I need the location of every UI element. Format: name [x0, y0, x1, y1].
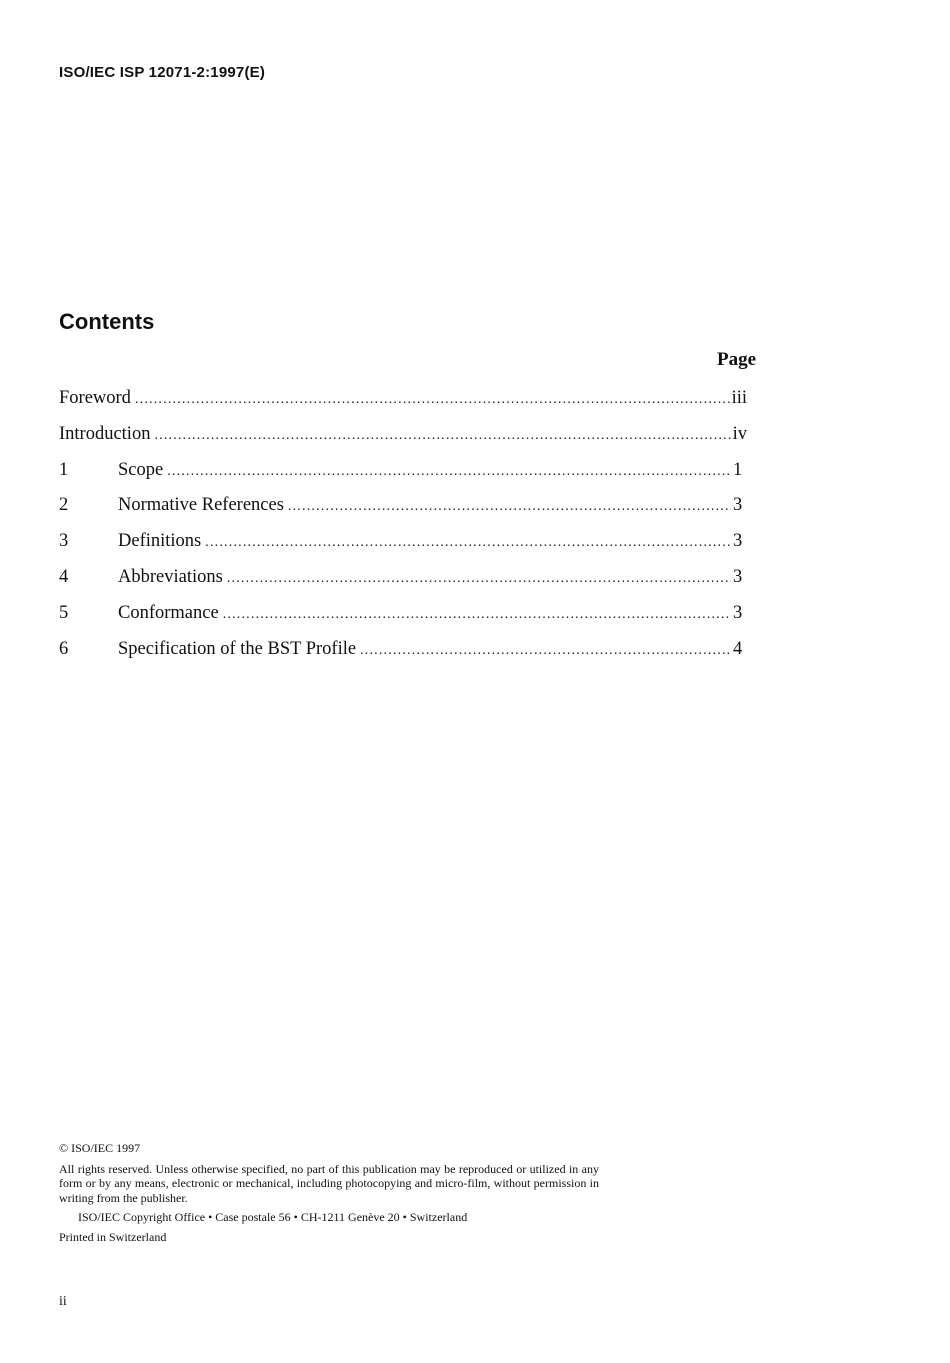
- toc-entry-number: 2: [59, 495, 69, 516]
- toc-entry-label: Scope: [118, 459, 164, 480]
- toc-entry-label: Introduction: [59, 423, 151, 444]
- toc-dot-leader: [360, 643, 731, 659]
- toc-entry-label: Abbreviations: [118, 566, 223, 587]
- toc-dot-leader: [227, 571, 731, 587]
- toc-entry-number: 3: [59, 531, 69, 552]
- toc-entry-abbreviations[interactable]: [59, 567, 747, 603]
- copyright-line: © ISO/IEC 1997: [59, 1141, 141, 1155]
- toc-entry-label: Definitions: [118, 531, 202, 552]
- toc-entry-page: 3: [733, 602, 743, 623]
- toc-entry-number: 6: [59, 638, 69, 659]
- toc-dot-leader: [223, 607, 731, 623]
- toc-entry-label: Normative References: [118, 495, 284, 516]
- toc-entry-number: 4: [59, 566, 69, 587]
- toc-entry-normative-references[interactable]: [59, 495, 747, 531]
- toc-dot-leader: [154, 428, 730, 444]
- toc-entry-introduction[interactable]: [59, 424, 747, 460]
- toc-entry-conformance[interactable]: [59, 603, 747, 639]
- page-number: ii: [59, 1294, 67, 1309]
- copyright-office-address: ISO/IEC Copyright Office • Case postale 56 • CH-1211 Genève 20 • Switzerland: [78, 1210, 468, 1224]
- toc-dot-leader: [288, 499, 731, 515]
- toc-entry-page: 3: [733, 566, 743, 587]
- toc-dot-leader: [205, 535, 731, 551]
- toc-dot-leader: [167, 464, 731, 480]
- toc-entry-number: 5: [59, 602, 69, 623]
- toc-entry-page: 1: [733, 459, 743, 480]
- table-of-contents: [59, 388, 747, 674]
- contents-title: Contents: [59, 309, 155, 334]
- toc-entry-page: iii: [731, 388, 747, 408]
- toc-entry-number: 1: [59, 459, 69, 480]
- toc-entry-page: 3: [733, 531, 743, 552]
- document-header: ISO/IEC ISP 12071-2:1997(E): [59, 64, 266, 81]
- toc-entry-page: 3: [733, 495, 743, 516]
- page-column-label: Page: [717, 349, 757, 370]
- toc-entry-label: Conformance: [118, 602, 219, 623]
- rights-notice: All rights reserved. Unless otherwise specified, no part of this publication may be reproduced or utilized in any form or by any means, electronic or mechanical, including photocopying and micro-film, without permission in writing from the publisher.: [59, 1161, 599, 1205]
- copyright-footer: [59, 1141, 599, 1244]
- toc-entry-scope[interactable]: [59, 460, 747, 496]
- toc-entry-definitions[interactable]: [59, 531, 747, 567]
- toc-entry-foreword[interactable]: [59, 388, 747, 424]
- toc-entry-page: iv: [732, 423, 747, 444]
- toc-dot-leader: [135, 392, 730, 408]
- toc-entry-bst-profile[interactable]: [59, 639, 747, 675]
- toc-entry-label: Foreword: [59, 388, 131, 408]
- toc-entry-label: Specification of the BST Profile: [118, 638, 357, 659]
- toc-entry-page: 4: [733, 638, 743, 659]
- printed-in-line: Printed in Switzerland: [59, 1229, 167, 1244]
